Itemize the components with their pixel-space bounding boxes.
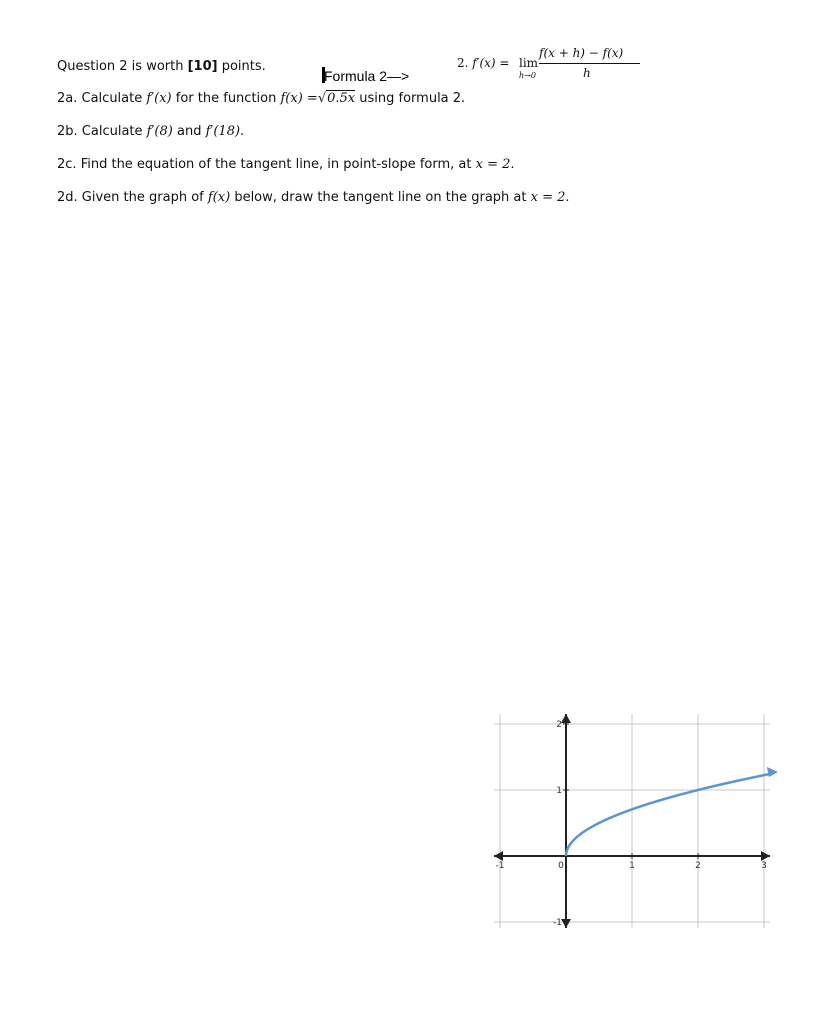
x-axis-left-arrow-icon (494, 851, 503, 861)
part-2b-text-3: . (240, 124, 245, 139)
sqrt-arg: 0.5x (327, 91, 356, 106)
function-graph (493, 676, 793, 946)
function-curve (566, 774, 770, 856)
part-2a-math-2: f(x) = (280, 91, 318, 106)
part-2d-text-2: below, draw the tangent line on the graph at (234, 190, 527, 205)
y-tick-label: -1 (553, 918, 562, 928)
part-2a-label: 2a. (57, 91, 78, 106)
part-2c-text-2: . (510, 157, 515, 172)
part-2b-label: 2b. (57, 124, 78, 139)
part-2a (57, 91, 465, 106)
question-header-prefix: Question 2 is worth (57, 59, 188, 74)
part-2d-math-2: x = 2 (530, 190, 566, 205)
part-2d (57, 190, 570, 205)
y-tick-label: 1 (556, 786, 562, 796)
x-tick-label: 0 (558, 861, 564, 871)
part-2b-math-2: f′(18) (205, 124, 241, 139)
part-2d-label: 2d. (57, 190, 78, 205)
formula-lhs (457, 56, 509, 70)
part-2a-math-1: f′(x) (146, 91, 172, 106)
part-2b-math-1: f′(8) (146, 124, 173, 139)
part-2d-text-3: . (565, 190, 570, 205)
x-tick-label: 3 (761, 861, 767, 871)
formula-derivative: f′(x) = (472, 56, 510, 70)
formula-number: 2. (457, 56, 469, 70)
y-axis-up-arrow-icon (561, 714, 571, 723)
part-2a-text-3: using formula 2. (359, 91, 466, 106)
x-tick-label: 1 (629, 861, 635, 871)
formula-fraction-bar (539, 63, 640, 64)
part-2b (57, 124, 244, 139)
part-2c-text-1: Find the equation of the tangent line, in point-slope form, at (80, 157, 472, 172)
y-axis-down-arrow-icon (561, 919, 571, 928)
question-points: [10] (187, 59, 218, 74)
formula-lim-subscript: h→0 (519, 71, 536, 80)
part-2b-text-1: Calculate (81, 124, 143, 139)
part-2c-math-1: x = 2 (475, 157, 511, 172)
x-tick-label: 2 (695, 861, 701, 871)
y-tick-label: 2 (556, 720, 562, 730)
part-2c (57, 157, 515, 172)
part-2a-text-2: for the function (175, 91, 277, 106)
formula-numerator: f(x + h) − f(x) (539, 46, 624, 60)
sqrt-radicand (326, 91, 355, 106)
part-2c-label: 2c. (57, 157, 77, 172)
formula-lim: lim (519, 56, 539, 70)
x-axis-right-arrow-icon (761, 851, 770, 861)
part-2b-text-2: and (176, 124, 202, 139)
part-2d-text-1: Given the graph of (81, 190, 204, 205)
part-2d-math-1: f(x) (207, 190, 231, 205)
formula-label-text: Formula 2—> (324, 68, 410, 84)
formula-label (322, 67, 409, 84)
part-2a-text-1: Calculate (81, 91, 143, 106)
question-header-suffix: points. (217, 59, 266, 74)
question-header (57, 59, 266, 74)
x-tick-label: -1 (495, 861, 505, 871)
sqrt-icon: √ (317, 91, 327, 106)
formula-denominator: h (583, 66, 591, 80)
